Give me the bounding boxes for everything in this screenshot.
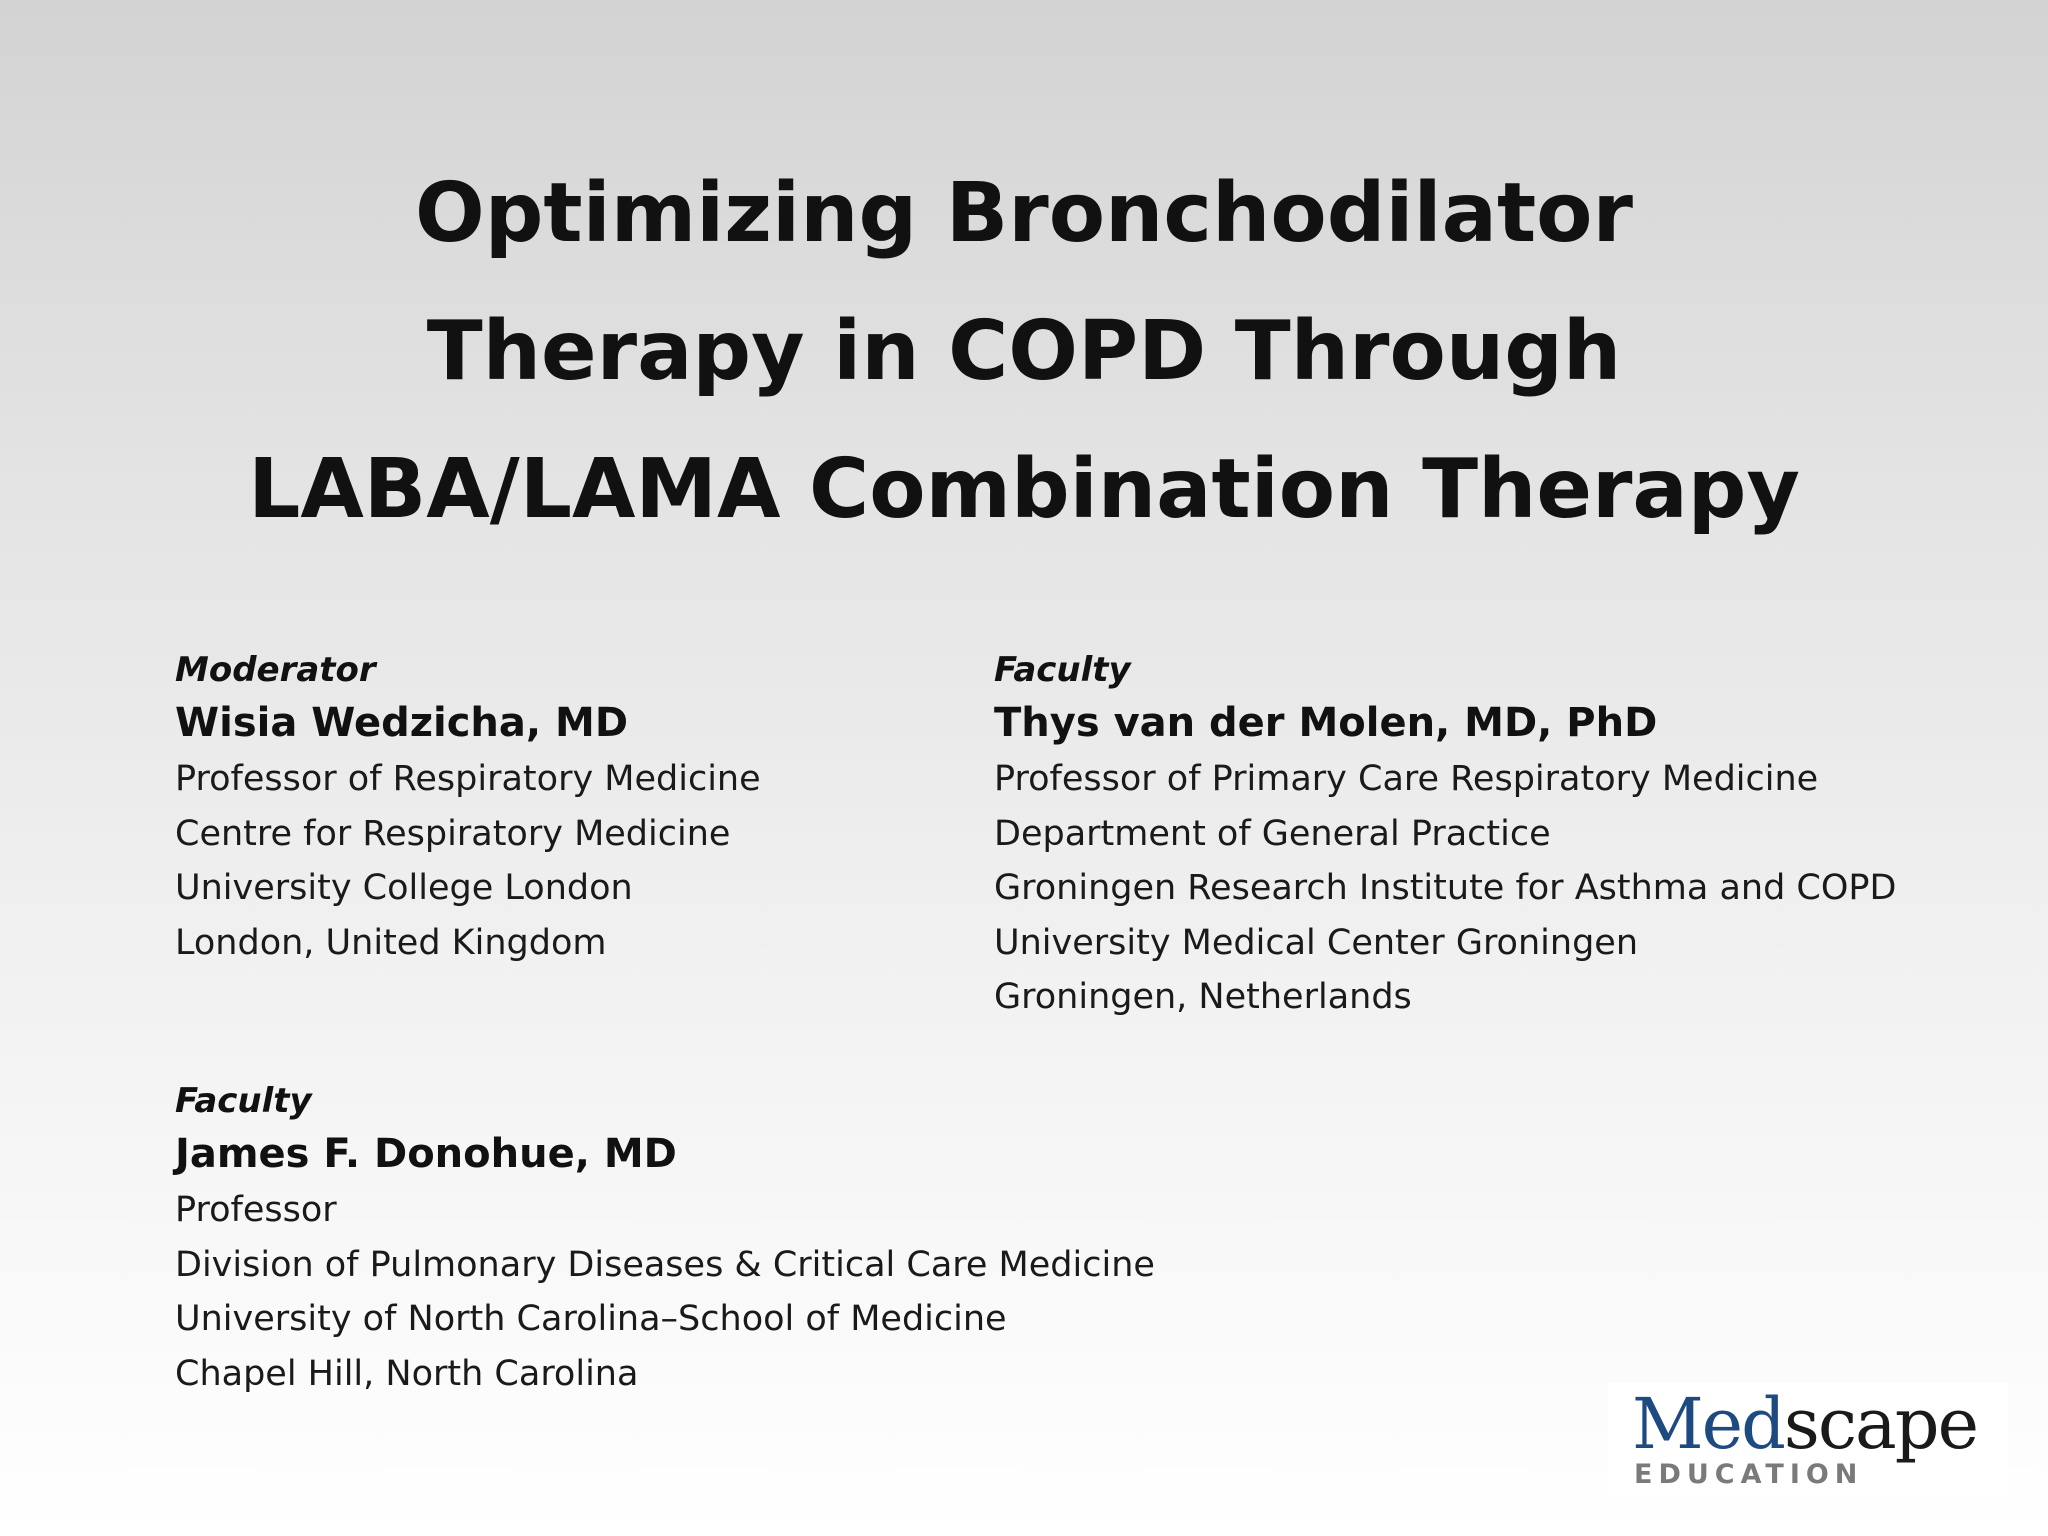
faculty-1-affiliation (994, 752, 1896, 1025)
slide-title-line-2: Therapy in COPD Through (426, 304, 1622, 399)
moderator-role-label: Moderator (175, 650, 376, 690)
moderator-affiliation-line: Centre for Respiratory Medicine (175, 813, 731, 854)
slide-title-line-1: Optimizing Bronchodilator (415, 166, 1633, 261)
faculty-1-affiliation-line: Department of General Practice (994, 813, 1551, 854)
faculty-2-affiliation (175, 1183, 1155, 1401)
faculty-1-affiliation-line: Groningen, Netherlands (994, 977, 1412, 1017)
logo-subtitle: EDUCATION (1634, 1459, 1864, 1490)
faculty-1-affiliation-line: Groningen Research Institute for Asthma and COPD (994, 868, 1897, 908)
faculty-1-name: Thys van der Molen, MD, PhD (994, 700, 1658, 746)
moderator-affiliation-line: Professor of Respiratory Medicine (175, 759, 761, 799)
faculty-2-role-label: Faculty (175, 1081, 312, 1121)
faculty-block-2 (175, 1077, 1155, 1401)
faculty-1-affiliation-line: Professor of Primary Care Respiratory Medicine (994, 759, 1819, 799)
moderator-name: Wisia Wedzicha, MD (175, 700, 629, 746)
faculty-2-affiliation-line: Division of Pulmonary Diseases & Critical Care Medicine (175, 1244, 1155, 1285)
moderator-affiliation-line: University College London (175, 868, 633, 908)
faculty-1-role-label: Faculty (994, 650, 1131, 690)
faculty-block-1 (994, 646, 1896, 1025)
slide-title (0, 145, 2048, 559)
logo-wordmark-med: Med (1632, 1383, 1784, 1465)
faculty-1-affiliation-line: University Medical Center Groningen (994, 922, 1638, 963)
moderator-block (175, 646, 761, 970)
slide-title-line-3: LABA/LAMA Combination Therapy (248, 442, 1800, 537)
faculty-2-affiliation-line: Chapel Hill, North Carolina (175, 1353, 639, 1394)
faculty-2-affiliation-line: Professor (175, 1190, 337, 1230)
logo-wordmark (1632, 1383, 1977, 1465)
faculty-2-name: James F. Donohue, MD (175, 1131, 677, 1177)
medscape-education-logo (1608, 1383, 2008, 1493)
logo-wordmark-scape: scape (1783, 1383, 1978, 1465)
faculty-2-affiliation-line: University of North Carolina–School of Medicine (175, 1299, 1007, 1339)
moderator-affiliation (175, 752, 761, 970)
moderator-affiliation-line: London, United Kingdom (175, 922, 607, 963)
